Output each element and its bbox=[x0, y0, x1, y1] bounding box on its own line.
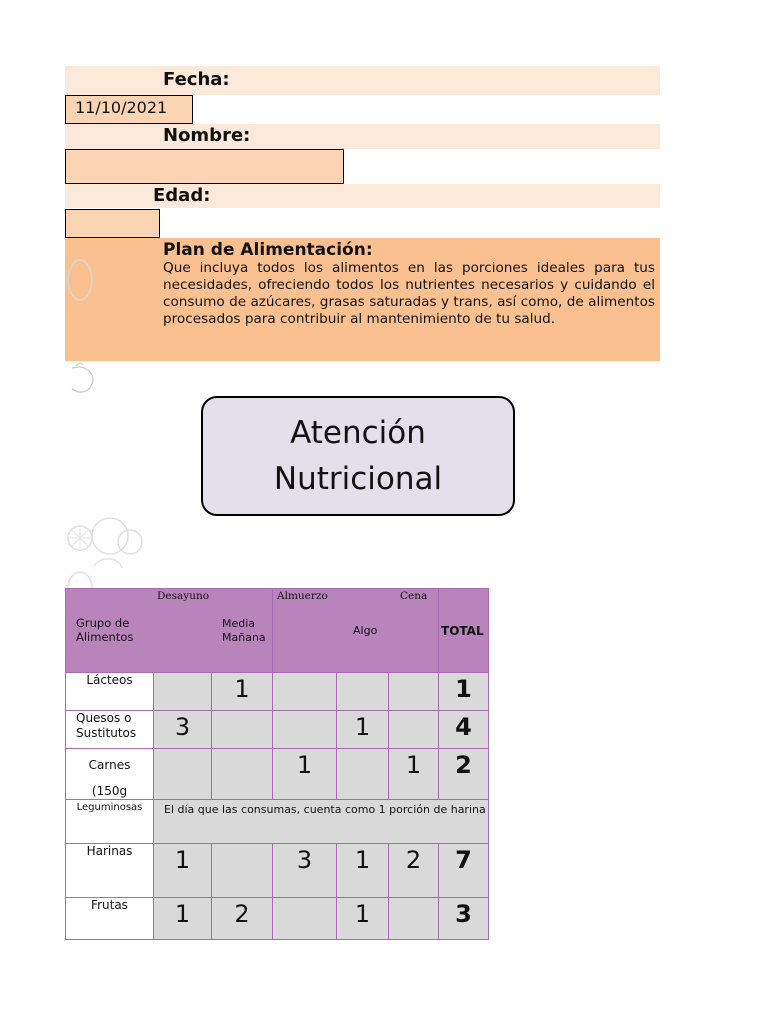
cell-desayuno: 1 bbox=[154, 898, 212, 940]
header-afternoon-cell bbox=[273, 589, 439, 673]
cell-media-manana: 1 bbox=[212, 673, 273, 711]
header-total-cell bbox=[439, 589, 489, 673]
title-line-2: Nutricional bbox=[273, 461, 443, 497]
cell-media-manana bbox=[212, 711, 273, 749]
apple-sketch-icon bbox=[66, 362, 98, 396]
header-morning-cell bbox=[66, 589, 273, 673]
cell-desayuno: 3 bbox=[154, 711, 212, 749]
cell-cena: 1 bbox=[389, 749, 439, 800]
row-label-extra: (150g bbox=[91, 784, 128, 798]
table-row bbox=[66, 749, 489, 800]
fecha-band bbox=[65, 66, 660, 95]
cell-total: 4 bbox=[439, 711, 489, 749]
fecha-field[interactable] bbox=[65, 95, 193, 124]
header-cena: Cena bbox=[400, 590, 428, 602]
leguminosas-note: El día que las consumas, cuenta como 1 porción de harina bbox=[154, 800, 489, 844]
cell-total: 1 bbox=[439, 673, 489, 711]
meal-plan-table bbox=[65, 588, 489, 940]
header-algo: Algo bbox=[353, 624, 378, 637]
cell-total: 3 bbox=[439, 898, 489, 940]
cell-media-manana bbox=[212, 749, 273, 800]
cell-almuerzo: 3 bbox=[273, 844, 337, 898]
table-row bbox=[66, 673, 489, 711]
fecha-value: 11/10/2021 bbox=[75, 98, 168, 117]
nombre-band bbox=[65, 124, 660, 149]
nombre-field[interactable] bbox=[65, 149, 344, 184]
plan-title: Plan de Alimentación: bbox=[163, 240, 373, 260]
row-label-text: Carnes bbox=[88, 758, 131, 772]
table-row bbox=[66, 800, 489, 844]
row-label: Leguminosas bbox=[66, 800, 154, 844]
cell-almuerzo bbox=[273, 673, 337, 711]
cell-algo: 1 bbox=[337, 711, 389, 749]
row-label: Frutas bbox=[66, 898, 154, 940]
plan-text: Que incluya todos los alimentos en las porciones ideales para tus necesidades, ofreciendo todos los nutrientes necesarios y cuidando el consumo de azúcares, grasas saturadas y trans, así como, de alimentos procesados para contribuir al mantenimiento de tu salud. bbox=[163, 260, 655, 327]
cell-algo: 1 bbox=[337, 898, 389, 940]
title-line-1: Atención bbox=[290, 415, 426, 451]
nombre-label: Nombre: bbox=[163, 125, 251, 146]
plan-section bbox=[65, 238, 660, 361]
cell-desayuno: 1 bbox=[154, 844, 212, 898]
cell-desayuno bbox=[154, 749, 212, 800]
row-label bbox=[66, 749, 154, 800]
lemon-sketch-icon bbox=[66, 255, 100, 305]
row-label: Lácteos bbox=[66, 673, 154, 711]
page-title bbox=[201, 396, 515, 516]
edad-field[interactable] bbox=[65, 209, 160, 238]
cell-algo bbox=[337, 673, 389, 711]
cell-algo bbox=[337, 749, 389, 800]
edad-label: Edad: bbox=[153, 185, 211, 206]
header-desayuno: Desayuno bbox=[157, 590, 210, 602]
table-row bbox=[66, 898, 489, 940]
table-header-row bbox=[66, 589, 489, 673]
cell-cena bbox=[389, 673, 439, 711]
cell-total: 2 bbox=[439, 749, 489, 800]
cell-total: 7 bbox=[439, 844, 489, 898]
cell-algo: 1 bbox=[337, 844, 389, 898]
header-almuerzo: Almuerzo bbox=[277, 590, 328, 602]
row-label: Harinas bbox=[66, 844, 154, 898]
cell-cena bbox=[389, 898, 439, 940]
header-total: TOTAL bbox=[441, 624, 484, 638]
header-media-manana: Media Mañana bbox=[222, 617, 266, 644]
cell-media-manana: 2 bbox=[212, 898, 273, 940]
cell-almuerzo bbox=[273, 898, 337, 940]
header-group: Grupo de Alimentos bbox=[76, 616, 134, 644]
cell-desayuno bbox=[154, 673, 212, 711]
cell-media-manana bbox=[212, 844, 273, 898]
row-label: Quesos o Sustitutos bbox=[66, 711, 154, 749]
cell-cena: 2 bbox=[389, 844, 439, 898]
table-row bbox=[66, 711, 489, 749]
table-row bbox=[66, 844, 489, 898]
cell-almuerzo bbox=[273, 711, 337, 749]
fecha-label: Fecha: bbox=[163, 69, 230, 90]
cell-almuerzo: 1 bbox=[273, 749, 337, 800]
cell-cena bbox=[389, 711, 439, 749]
